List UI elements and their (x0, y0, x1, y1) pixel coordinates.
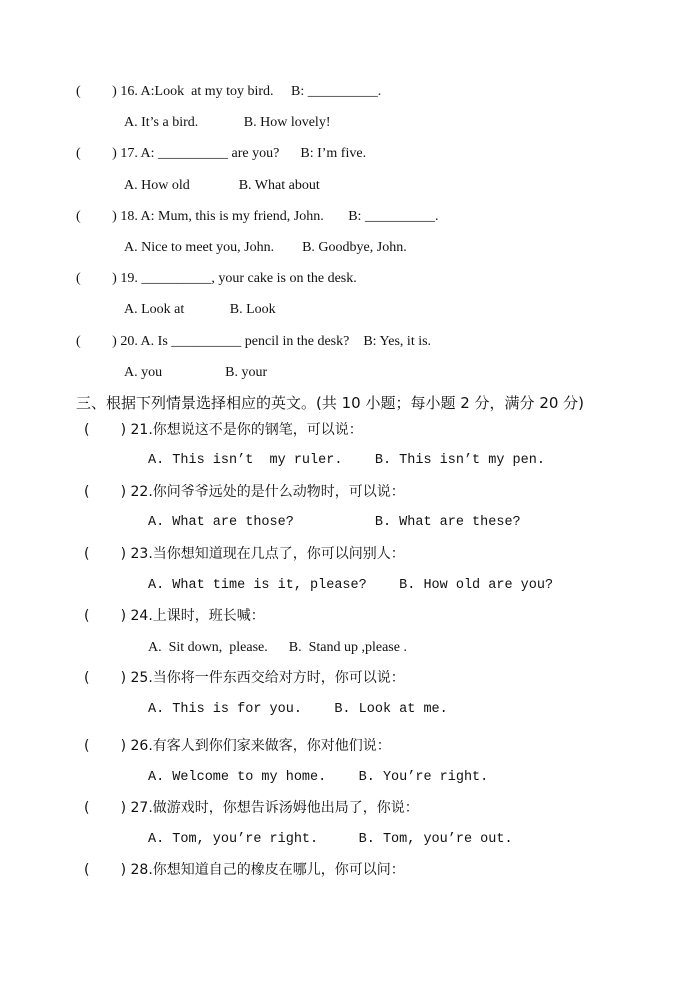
question-17-stem: ( ) 17. A: __________ are you? B: I’m five. (76, 146, 367, 161)
question-19-options: A. Look at B. Look (124, 302, 276, 317)
question-23-options: A. What time is it, please? B. How old are you? (148, 578, 554, 593)
question-16-options: A. It’s a bird. B. How lovely! (124, 115, 331, 130)
question-26-options: A. Welcome to my home. B. You’re right. (148, 770, 489, 785)
question-20-stem: ( ) 20. A. Is __________ pencil in the desk? B: Yes, it is. (76, 334, 432, 349)
question-28-stem: ( ) 28.你想知道自己的橡皮在哪儿，你可以问： (84, 862, 405, 878)
question-17-options: A. How old B. What about (124, 178, 320, 193)
question-27-options: A. Tom, you’re right. B. Tom, you’re out. (148, 832, 513, 847)
question-18-options: A. Nice to meet you, John. B. Goodbye, John. (124, 240, 407, 255)
question-27-stem: ( ) 27.做游戏时，你想告诉汤姆他出局了，你说： (84, 800, 419, 816)
question-24-stem: ( ) 24.上课时，班长喊： (84, 608, 265, 624)
question-24-options: A. Sit down, please. B. Stand up ,please . (148, 640, 407, 655)
question-23-stem: ( ) 23.当你想知道现在几点了，你可以问别人： (84, 546, 405, 562)
question-18-stem: ( ) 18. A: Mum, this is my friend, John. B: __________. (76, 209, 439, 224)
question-16-stem: ( ) 16. A:Look at my toy bird. B: __________. (76, 84, 382, 99)
question-26-stem: ( ) 26.有客人到你们家来做客，你对他们说： (84, 738, 391, 754)
question-21-options: A. This isn’t my ruler. B. This isn’t my pen. (148, 453, 545, 468)
question-25-options: A. This is for you. B. Look at me. (148, 702, 448, 717)
question-25-stem: ( ) 25.当你将一件东西交给对方时，你可以说： (84, 670, 405, 686)
section-3-heading: 三、根据下列情景选择相应的英文。(共 10 小题；每小题 2 分，满分 20 分) (76, 394, 585, 412)
question-20-options: A. you B. your (124, 365, 268, 380)
question-19-stem: ( ) 19. __________, your cake is on the desk. (76, 271, 357, 286)
question-22-stem: ( ) 22.你问爷爷远处的是什么动物时，可以说： (84, 484, 405, 500)
question-22-options: A. What are those? B. What are these? (148, 515, 521, 530)
question-21-stem: ( ) 21.你想说这不是你的钢笔，可以说： (84, 422, 363, 438)
